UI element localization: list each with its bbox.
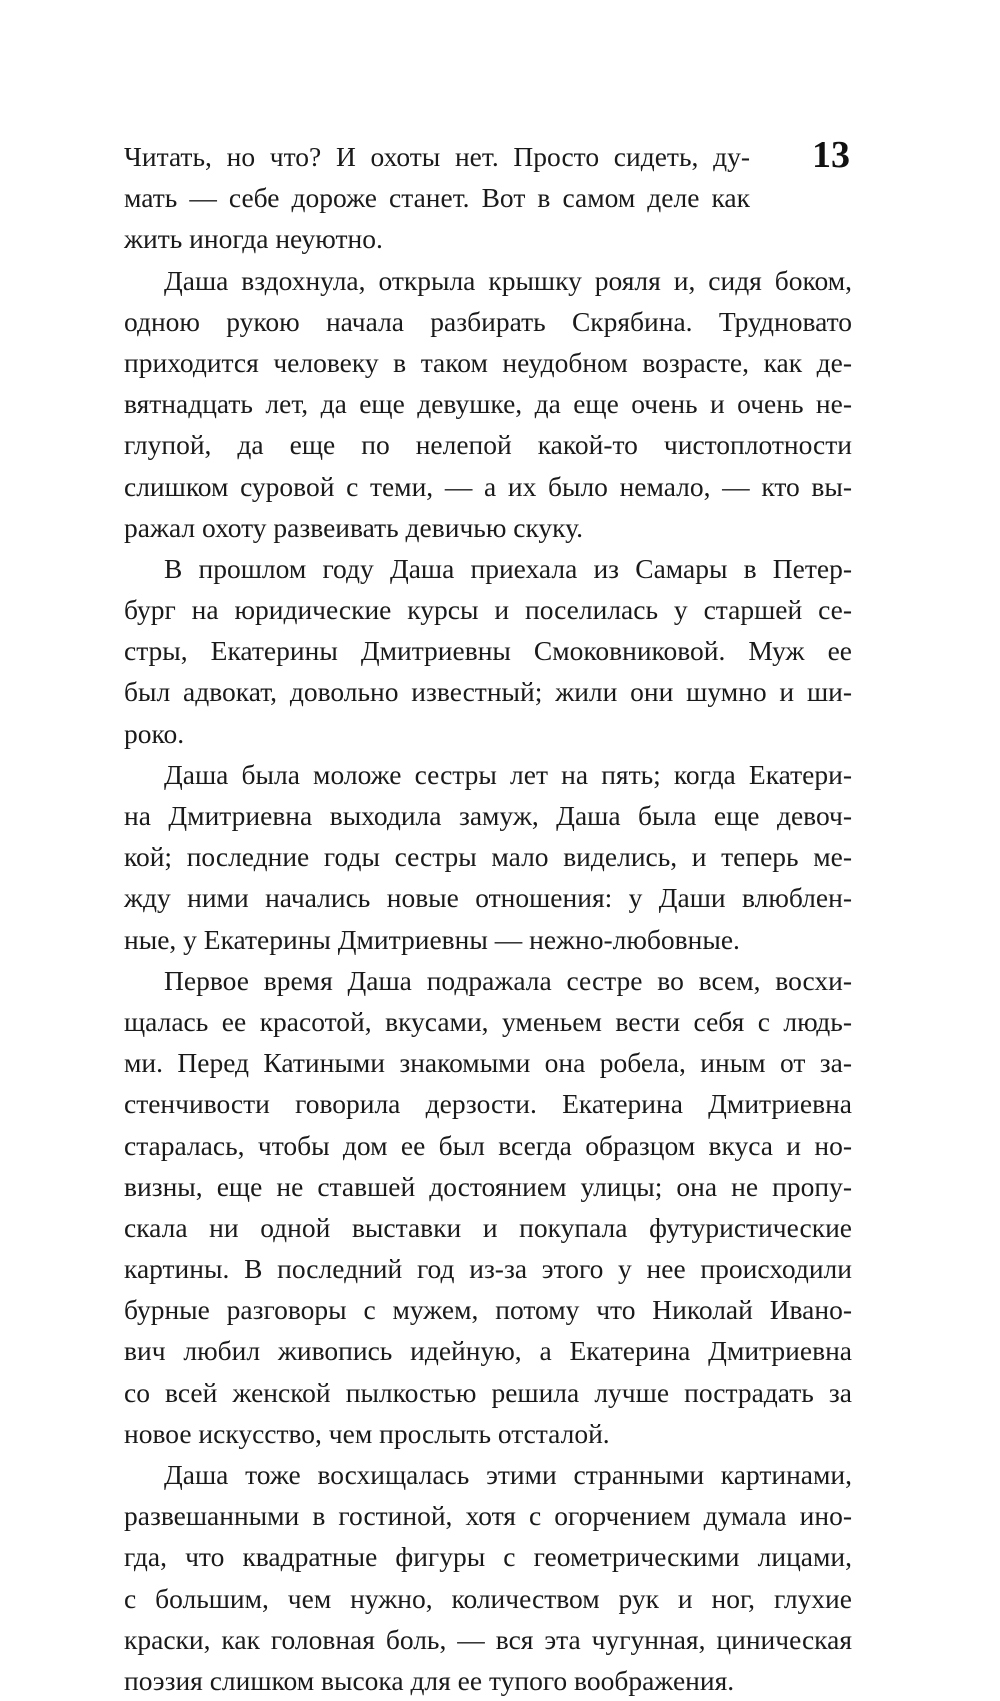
body-text xyxy=(124,136,852,1701)
text-line: со всей женской пылкостью решила лучше пострадать за xyxy=(124,1376,852,1408)
text-line: роко. xyxy=(124,717,185,749)
text-line: с большим, чем нужно, количеством рук и ног, глухие xyxy=(124,1582,852,1614)
text-line: мать — себе дороже станет. Вот в самом деле как xyxy=(124,182,750,214)
text-line: развешанными в гостиной, хотя с огорчением думала ино- xyxy=(124,1500,852,1532)
text-line: Первое время Даша подражала сестре во всем, восхи- xyxy=(164,964,852,996)
paragraph xyxy=(124,754,852,960)
text-line: щалась ее красотой, вкусами, уменьем вести себя с людь- xyxy=(124,1005,852,1037)
text-line: жду ними начались новые отношения: у Даши влюблен- xyxy=(124,882,852,914)
text-line: стры, Екатерины Дмитриевны Смоковниковой. Муж ее xyxy=(124,635,852,667)
paragraph xyxy=(124,548,852,754)
text-line: Даша вздохнула, открыла крышку рояля и, сидя боком, xyxy=(164,264,852,296)
text-line: одною рукою начала разбирать Скрябина. Трудновато xyxy=(124,305,852,337)
text-line: жить иногда неуютно. xyxy=(124,223,383,255)
text-line: на Дмитриевна выходила замуж, Даша была еще девоч- xyxy=(124,800,852,831)
text-line: бург на юридические курсы и поселилась у старшей се- xyxy=(124,594,852,626)
text-line: картины. В последний год из-за этого у нее происходили xyxy=(124,1253,852,1285)
text-line: поэзия слишком высока для ее тупого воображения. xyxy=(124,1664,735,1696)
text-line: ражал охоту развеивать девичью скуку. xyxy=(124,511,584,543)
text-line: ми. Перед Катиными знакомыми она робела, иным от за- xyxy=(124,1047,852,1079)
text-line: визны, еще не ставшей достоянием улицы; она не пропу- xyxy=(124,1170,852,1202)
text-line: бурные разговоры с мужем, потому что Николай Ивано- xyxy=(124,1294,852,1326)
text-line: Даша была моложе сестры лет на пять; когда Екатери- xyxy=(164,758,852,790)
paragraph xyxy=(124,136,852,260)
text-line: кой; последние годы сестры мало виделись, и теперь ме- xyxy=(124,841,852,873)
text-line: вятнадцать лет, да еще девушке, да еще очень и очень не- xyxy=(124,388,852,420)
text-line: вич любил живопись идейную, а Екатерина Дмитриевна xyxy=(124,1335,852,1367)
page-number: 13 xyxy=(812,134,850,176)
text-line: был адвокат, довольно известный; жили они шумно и ши- xyxy=(124,676,852,708)
text-line: В прошлом году Даша приехала из Самары в Петер- xyxy=(164,552,852,584)
text-line: слишком суровой с теми, — а их было немало, — кто вы- xyxy=(124,470,852,502)
text-line: глупой, да еще по нелепой какой-то чистоплотности xyxy=(124,429,852,461)
text-line: Даша тоже восхищалась этими странными картинами, xyxy=(164,1459,852,1490)
paragraph xyxy=(124,960,852,1454)
paragraph xyxy=(124,260,852,548)
text-line: скала ни одной выставки и покупала футуристические xyxy=(124,1211,852,1243)
text-line: приходится человеку в таком неудобном возрасте, как де- xyxy=(124,346,852,378)
text-line: краски, как головная боль, — вся эта чугунная, циническая xyxy=(124,1623,852,1655)
text-line: стенчивости говорила дерзости. Екатерина Дмитриевна xyxy=(124,1088,852,1120)
text-line: старалась, чтобы дом ее был всегда образцом вкуса и но- xyxy=(124,1129,852,1161)
text-line: ные, у Екатерины Дмитриевны — нежно-любовные. xyxy=(124,923,740,955)
text-line: новое искусство, чем прослыть отсталой. xyxy=(124,1417,610,1449)
text-line: гда, что квадратные фигуры с геометрическими лицами, xyxy=(124,1541,852,1573)
paragraph xyxy=(124,1454,852,1701)
text-line: Читать, но что? И охоты нет. Просто сидеть, ду- xyxy=(124,141,750,172)
